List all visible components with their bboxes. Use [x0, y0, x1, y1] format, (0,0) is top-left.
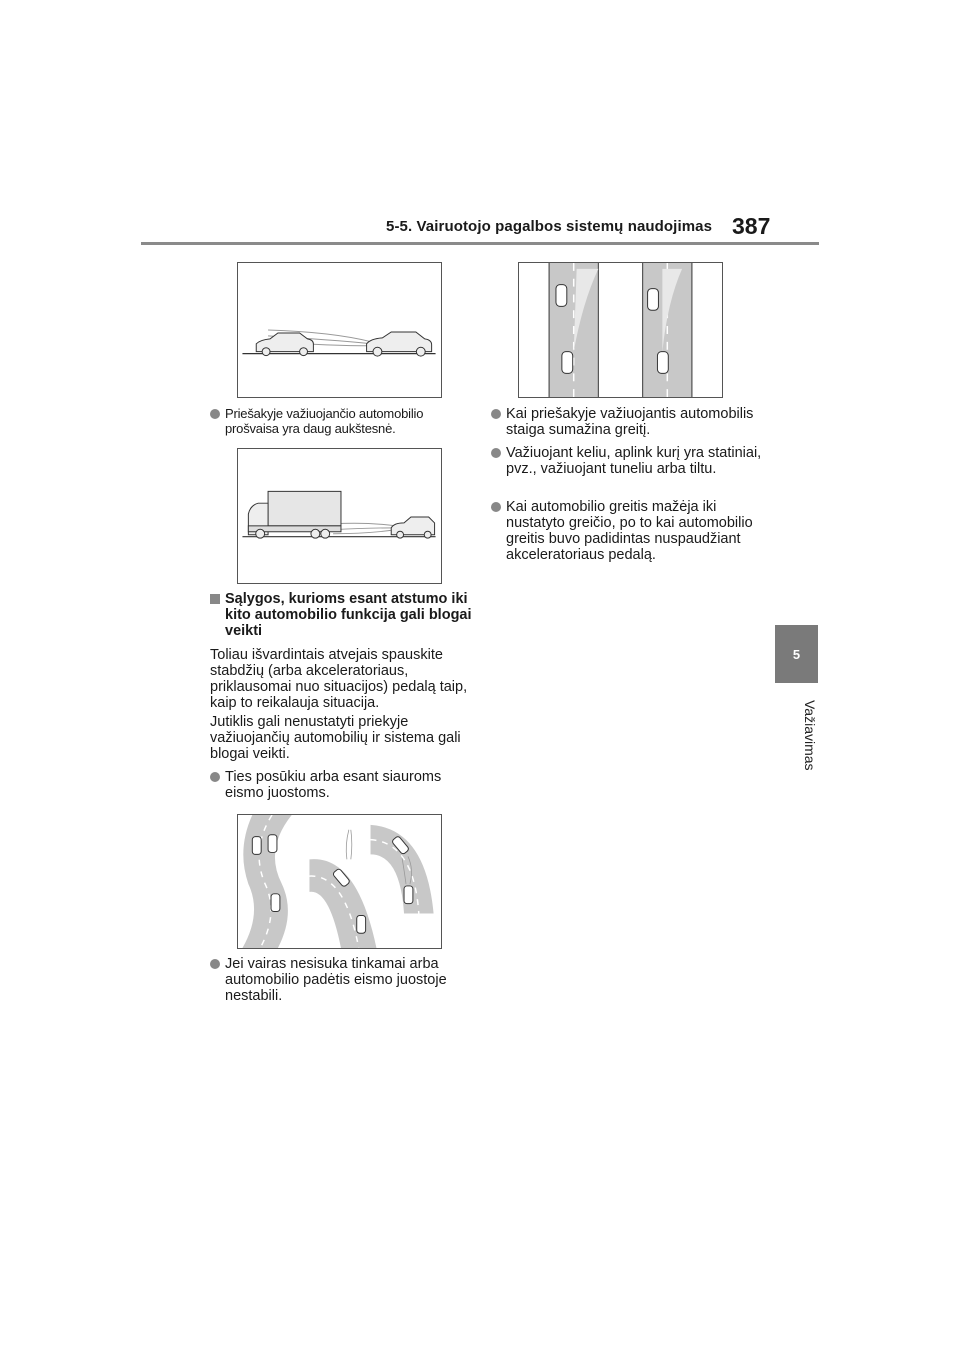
illustration-curves: [238, 815, 441, 948]
bullet-dot-icon: [491, 448, 501, 458]
figure-curved-lanes: [237, 814, 442, 949]
bullet-curves: Ties posūkiu arba esant siauroms eismo juostoms.: [210, 769, 475, 801]
front-car-icon: [367, 332, 432, 356]
bullet-sudden-braking: Kai priešakyje važiuojantis automobilis staiga sumažina greitį.: [491, 406, 766, 438]
illustration-sedans: [238, 263, 441, 397]
section-title: 5-5. Vairuotojo pagalbos sistemų naudojimas: [386, 218, 713, 235]
figure-high-clearance-vehicle: [237, 262, 442, 398]
truck-icon: [248, 491, 341, 538]
bullet-speed-decrease: Kai automobilio greitis mažėja iki nustatyto greičio, po to kai automobilio greitis buvo padidintas nuspaudžiant akceleratoriaus pedalą.: [491, 499, 768, 563]
illustration-truck: [238, 449, 441, 583]
figure-sudden-braking: [518, 262, 723, 398]
bullet-steering: Jei vairas nesisuka tinkamai arba automobilio padėtis eismo juostoje nestabili.: [210, 956, 477, 1004]
bullet-structures: Važiuojant keliu, aplink kurį yra statiniai, pvz., važiuojant tuneliu arba tiltu.: [491, 445, 766, 477]
chapter-number: 5: [792, 646, 801, 662]
header-divider: [141, 242, 819, 245]
bullet-dot-icon: [210, 409, 220, 419]
sensor-beam: [332, 523, 396, 534]
chapter-label: Važiavimas: [802, 699, 818, 771]
chapter-tab: [775, 625, 818, 683]
bullet-high-clearance: Priešakyje važiuojančio automobilio prošvaisa yra daug aukštesnė.: [210, 406, 475, 436]
rear-car-icon: [256, 333, 313, 356]
figure-truck-ahead: [237, 448, 442, 584]
car-icon: [391, 517, 434, 538]
paragraph-instructions: Toliau išvardintais atvejais spauskite stabdžių (arba akceleratoriaus, priklausomai nuo situacijos) pedalą taip, kaip to reikalauja situacija.: [210, 647, 468, 711]
bullet-dot-icon: [491, 409, 501, 419]
section-heading: Sąlygos, kurioms esant atstumo iki kito automobilio funkcija gali blogai veikti: [210, 591, 487, 639]
square-bullet-icon: [210, 594, 220, 604]
bullet-dot-icon: [491, 502, 501, 512]
illustration-lanes-top: [519, 263, 722, 397]
paragraph-sensor-note: Jutiklis gali nenustatyti priekyje važiuojančių automobilių ir sistema gali blogai veikti.: [210, 714, 461, 762]
page-number: 387: [732, 213, 771, 239]
bullet-dot-icon: [210, 959, 220, 969]
bullet-dot-icon: [210, 772, 220, 782]
